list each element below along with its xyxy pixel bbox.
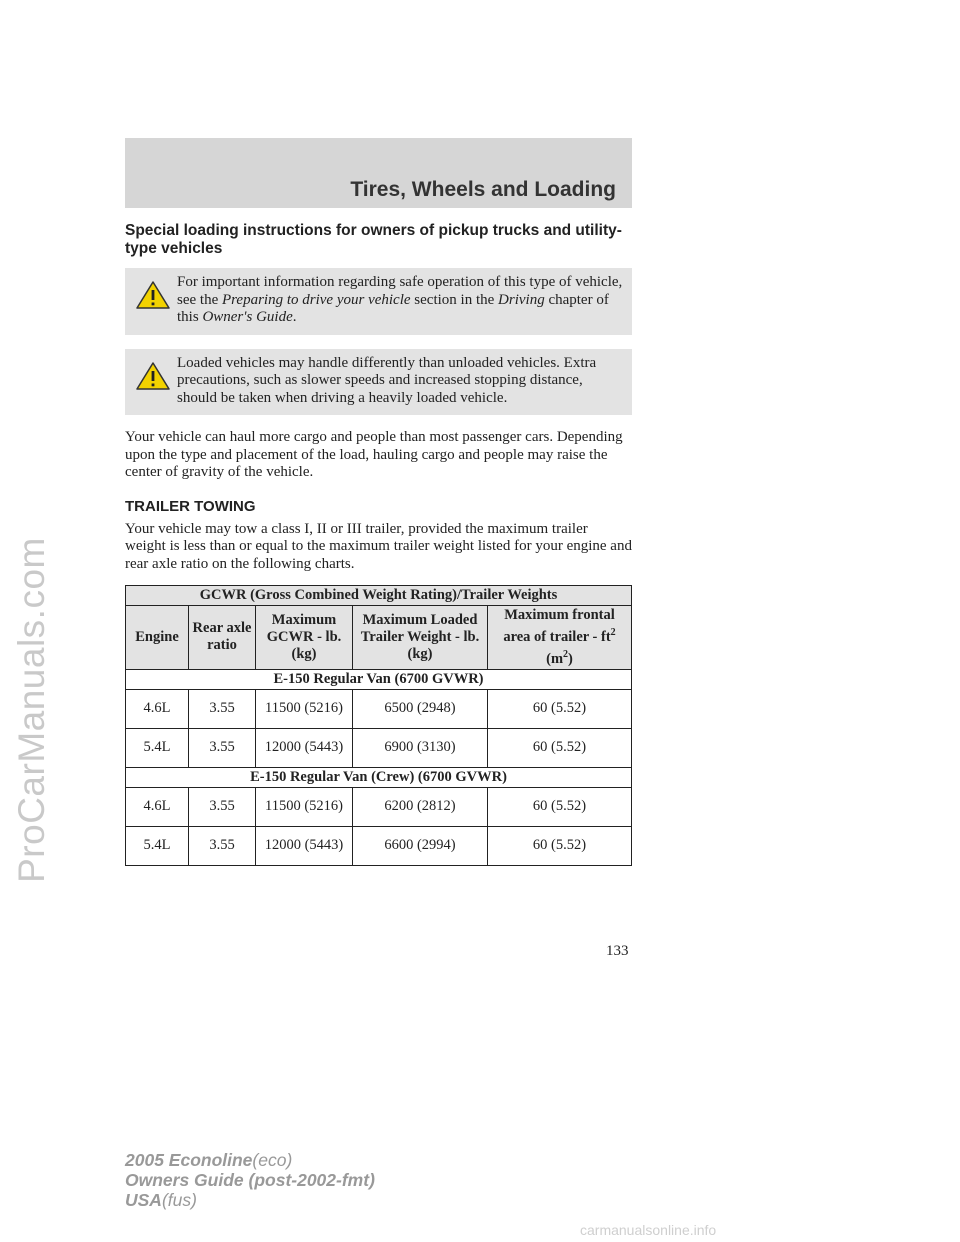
table-row — [126, 689, 632, 728]
trailer-weights-table — [125, 585, 632, 866]
warning-icon — [135, 280, 171, 310]
cell-engine: 4.6L — [126, 689, 189, 728]
col-frontal-text: Maximum frontal area of trailer - ft — [503, 607, 615, 645]
cell-engine: 5.4L — [126, 826, 189, 865]
warning-1-text-b: section in the — [410, 291, 499, 308]
cell-trailer: 6200 (2812) — [353, 787, 488, 826]
cell-engine: 4.6L — [126, 787, 189, 826]
warning-icon — [135, 361, 171, 391]
col-trailer-weight: Maximum Loaded Trailer Weight - lb. (kg) — [353, 606, 488, 670]
cell-axle: 3.55 — [189, 689, 256, 728]
towing-heading: TRAILER TOWING — [125, 497, 256, 515]
warning-2-text: Loaded vehicles may handle differently than unloaded vehicles. Extra precautions, such as slower speeds and increased stopping distance, should be taken when driving a heavily loaded vehicle. — [177, 354, 597, 406]
col-frontal-sup-1: 2 — [610, 627, 616, 638]
cell-axle: 3.55 — [189, 826, 256, 865]
table-group-title: E-150 Regular Van (6700 GVWR) — [126, 669, 632, 689]
warning-box-1 — [125, 268, 632, 335]
cell-engine: 5.4L — [126, 728, 189, 767]
col-frontal-end: ) — [568, 650, 573, 667]
table-group-title: E-150 Regular Van (Crew) (6700 GVWR) — [126, 767, 632, 787]
side-watermark-text: ProCarManuals.com — [11, 537, 53, 883]
page-content — [125, 222, 632, 866]
col-rear-axle: Rear axle ratio — [189, 606, 256, 670]
cell-trailer: 6500 (2948) — [353, 689, 488, 728]
warning-1-text-d: . — [292, 309, 297, 325]
towing-paragraph: Your vehicle may tow a class I, II or III trailer, provided the maximum trailer weight is less than or equal to the maximum trailer weight listed for your engine and rear axle ratio on the following charts. — [125, 520, 632, 572]
footer-guide: Owners Guide (post-2002-fmt) — [125, 1170, 375, 1190]
table-title: GCWR (Gross Combined Weight Rating)/Trailer Weights — [126, 586, 632, 606]
cell-trailer: 6600 (2994) — [353, 826, 488, 865]
cell-gcwr: 11500 (5216) — [256, 689, 353, 728]
cargo-paragraph: Your vehicle can haul more cargo and people than most passenger cars. Depending upon the type and placement of the load, hauling cargo and people may raise the center of gravity of the vehicle. — [125, 429, 623, 480]
col-frontal-mid: (m — [546, 650, 564, 667]
cell-frontal: 60 (5.52) — [488, 826, 632, 865]
table-row — [126, 826, 632, 865]
footer-market-code: (fus) — [161, 1190, 197, 1210]
cell-axle: 3.55 — [189, 787, 256, 826]
cell-frontal: 60 (5.52) — [488, 787, 632, 826]
warning-box-2 — [125, 349, 632, 416]
warning-1-ref-section: Preparing to drive your vehicle — [221, 291, 411, 308]
cell-axle: 3.55 — [189, 728, 256, 767]
warning-1-ref-guide: Owner's Guide — [202, 309, 293, 325]
footer-model: 2005 Econoline — [125, 1150, 253, 1170]
table-row — [126, 787, 632, 826]
cell-gcwr: 12000 (5443) — [256, 728, 353, 767]
cell-frontal: 60 (5.52) — [488, 689, 632, 728]
col-gcwr: Maximum GCWR - lb. (kg) — [256, 606, 353, 670]
table-row — [126, 728, 632, 767]
cell-gcwr: 12000 (5443) — [256, 826, 353, 865]
page-number: 133 — [606, 943, 629, 959]
col-frontal-area — [488, 606, 632, 670]
page-title: Tires, Wheels and Loading — [350, 178, 616, 201]
cell-trailer: 6900 (3130) — [353, 728, 488, 767]
side-watermark — [2, 470, 62, 950]
warning-1-text-a: For important information regarding safe operation of this type of vehicle, see the — [177, 274, 623, 308]
section-heading: Special loading instructions for owners of pickup trucks and utility-type vehicles — [125, 222, 622, 257]
document-footer — [125, 1150, 375, 1210]
bottom-watermark: carmanualsonline.info — [580, 1222, 717, 1238]
footer-model-code: (eco) — [252, 1150, 293, 1170]
footer-market: USA — [125, 1190, 162, 1210]
col-frontal-sup-2: 2 — [563, 648, 569, 660]
page-header — [125, 138, 632, 208]
cell-frontal: 60 (5.52) — [488, 728, 632, 767]
warning-1-text-c: chapter of this — [177, 291, 609, 325]
warning-1-ref-chapter: Driving — [498, 291, 545, 308]
cell-gcwr: 11500 (5216) — [256, 787, 353, 826]
col-engine: Engine — [126, 606, 189, 670]
